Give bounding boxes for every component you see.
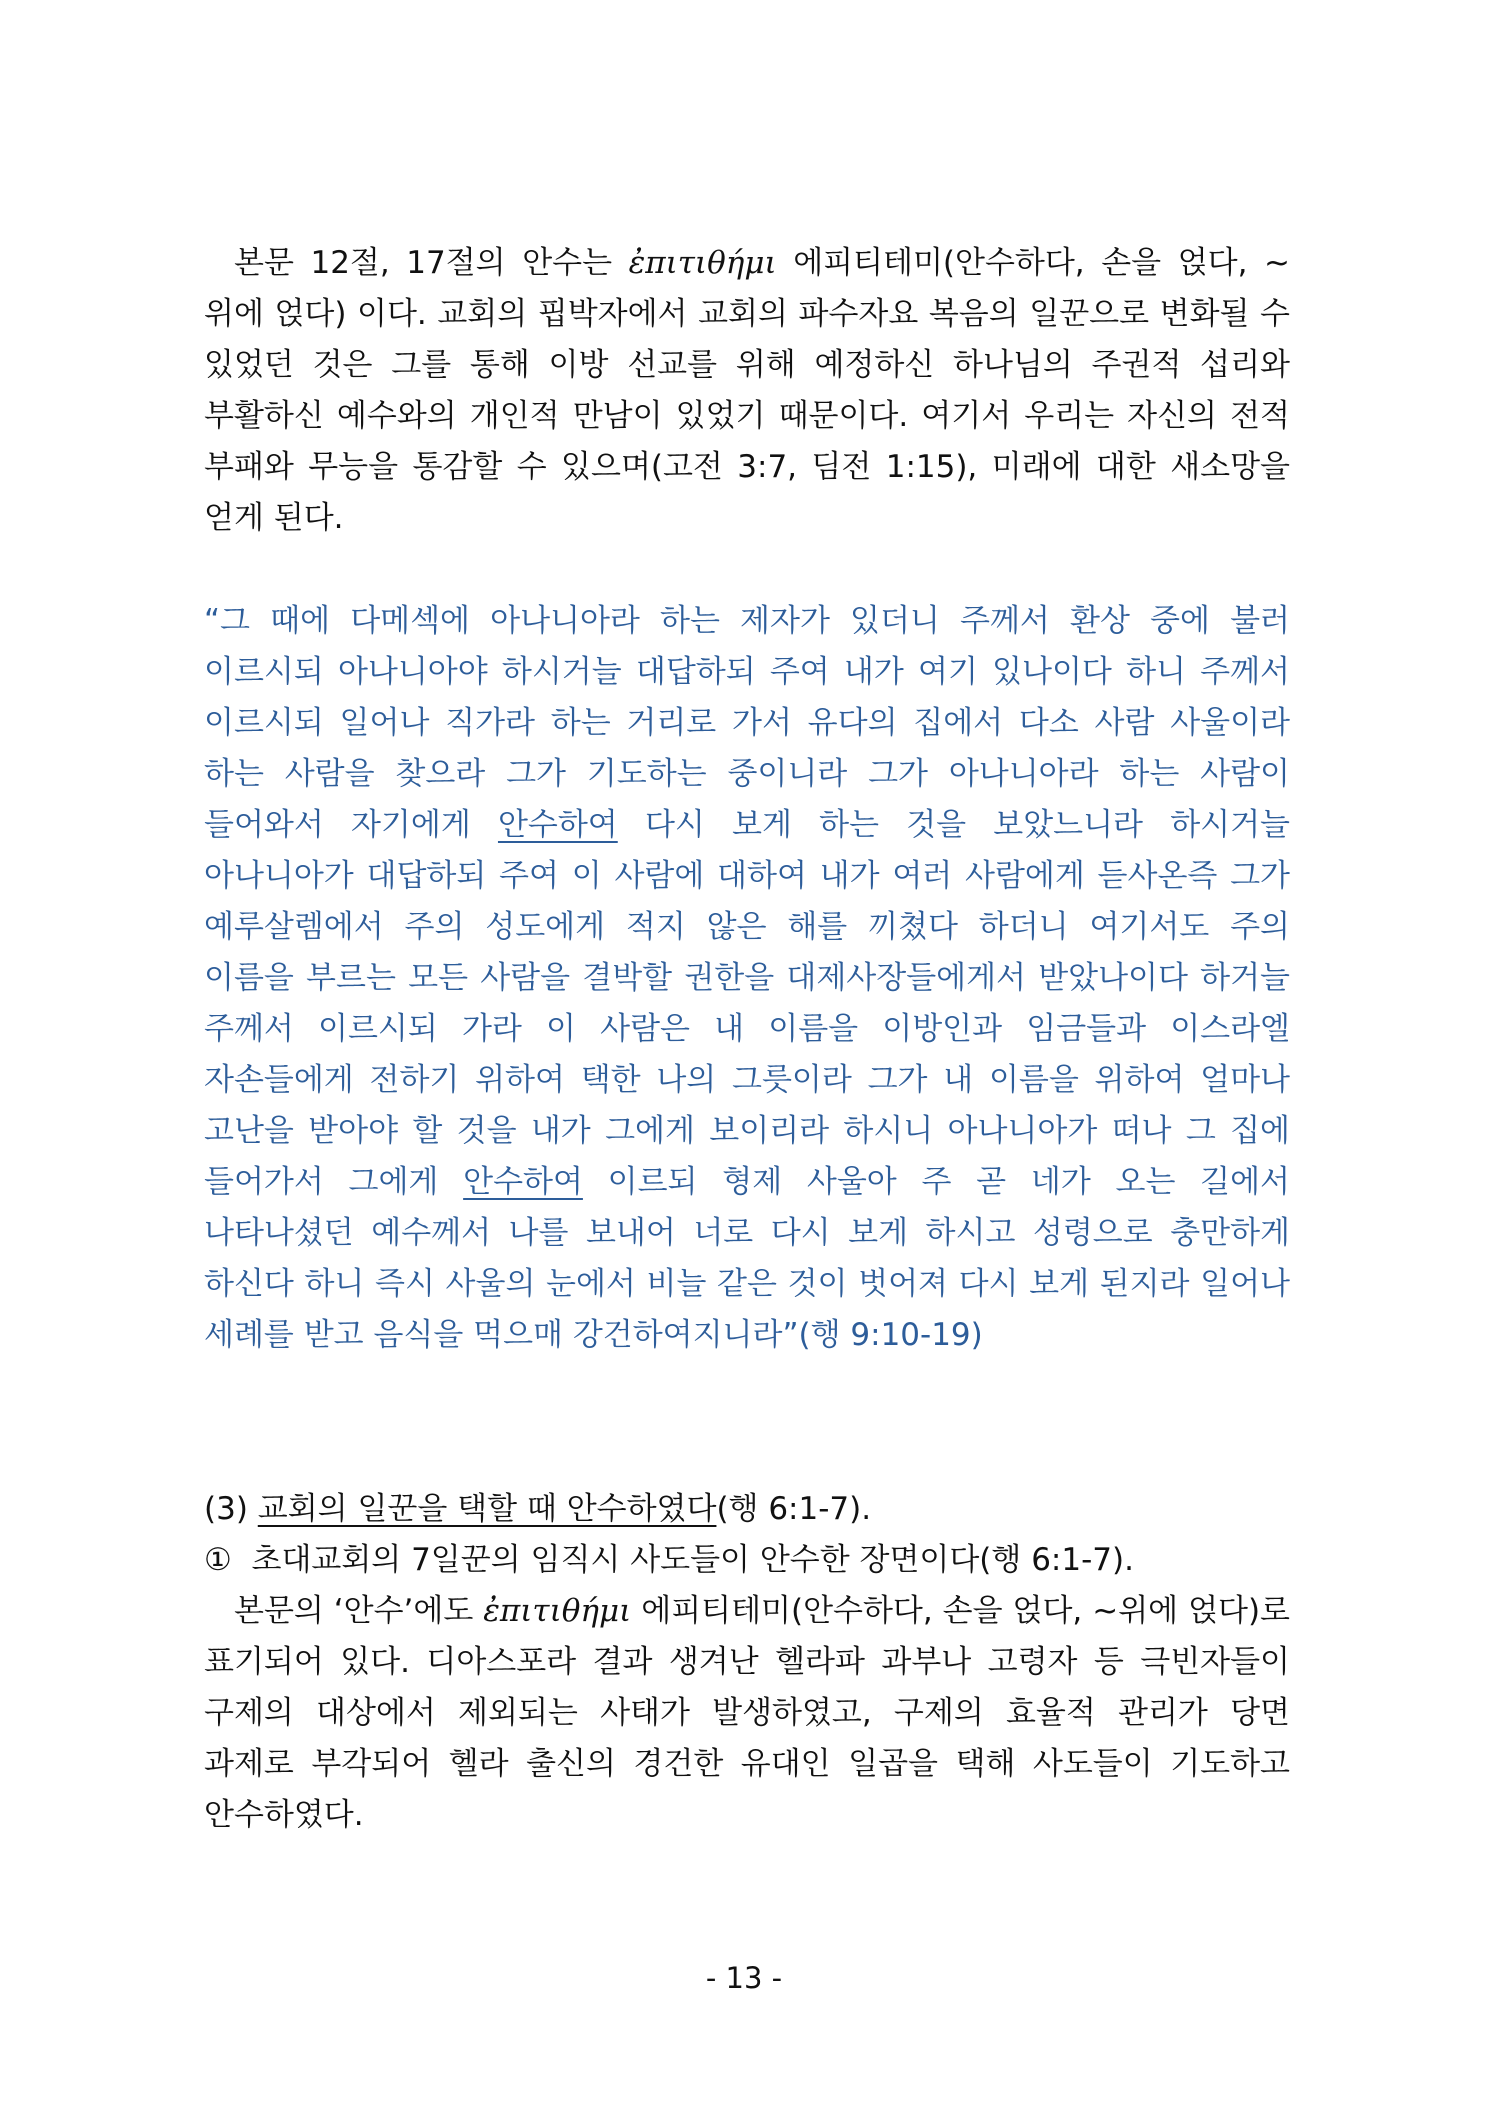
paragraph-intro [204, 238, 1290, 544]
circled-number-marker: ① [204, 1542, 232, 1578]
paragraph-intro-text-1: 본문 12절, 17절의 안수는 [234, 245, 629, 281]
section-3 [204, 1484, 1290, 1841]
section-heading-reference: (행 6:1-7). [716, 1491, 872, 1527]
list-item-text: 초대교회의 7일꾼의 임직시 사도들이 안수한 장면이다(행 6:1-7). [231, 1542, 1134, 1578]
section-paragraph-text-2: 에피티테미(안수하다, 손을 얹다, ~위에 얹다)로 표기되어 있다. 디아스포라 결과 생겨난 헬라파 과부나 고령자 등 극빈자들이 구제의 대상에서 제외되는 사태가 발생하였고, 구제의 효율적 관리가 당면 과제로 부각되어 헬라 출신의 경건한 유대인 일곱을 택해 사도들이 기도하고 안수하였다. [204, 1593, 1290, 1833]
underlined-phrase-2: 안수하여 [463, 1164, 583, 1200]
paragraph-intro-text-2: 에피티테미(안수하다, 손을 얹다, ~위에 얹다) 이다. 교회의 핍박자에서 교회의 파수자요 복음의 일꾼으로 변화될 수 있었던 것은 그를 통해 이방 선교를 위해 예정하신 하나님의 주권적 섭리와 부활하신 예수와의 개인적 만남이 있었기 때문이다. 여기서 우리는 자신의 전적 부패와 무능을 통감할 수 있으며(고전 3:7, 딤전 1:15), 미래에 대한 새소망을 얻게 된다. [204, 245, 1290, 536]
greek-word: ἐπιτιθήμι [483, 1593, 632, 1629]
section-number: (3) [204, 1491, 258, 1527]
section-heading-title: 교회의 일꾼을 택할 때 안수하였다 [257, 1491, 717, 1527]
scripture-quote-text-1: “그 때에 다메섹에 아나니아라 하는 제자가 있더니 주께서 환상 중에 불러 이르시되 아나니아야 하시거늘 대답하되 주여 내가 여기 있나이다 하니 주께서 이르시되 일어나 직가라 하는 거리로 가서 유다의 집에서 다소 사람 사울이라 하는 사람을 찾으라 그가 기도하는 중이니라 그가 아나니아라 하는 사람이 들어와서 자기에게 [204, 603, 1290, 843]
section-paragraph [204, 1586, 1290, 1841]
section-paragraph-text-1: 본문의 ‘안수’에도 [234, 1593, 484, 1629]
underlined-phrase-1: 안수하여 [497, 807, 618, 843]
page-number: - 13 - [705, 1961, 783, 1995]
greek-word: ἐπιτιθήμι [628, 245, 777, 281]
scripture-quote [204, 596, 1290, 1361]
list-item [204, 1535, 1290, 1586]
section-heading [204, 1484, 1290, 1535]
scripture-quote-text-3: 이르되 형제 사울아 주 곧 네가 오는 길에서 나타나셨던 예수께서 나를 보내어 너로 다시 보게 하시고 성령으로 충만하게 하신다 하니 즉시 사울의 눈에서 비늘 같은 것이 벗어져 다시 보게 된지라 일어나 세례를 받고 음식을 먹으매 강건하여지니라”(행 9:10-19) [204, 1164, 1290, 1353]
scripture-quote-text-2: 다시 보게 하는 것을 보았느니라 하시거늘 아나니아가 대답하되 주여 이 사람에 대하여 내가 여러 사람에게 듣사온즉 그가 예루살렘에서 주의 성도에게 적지 않은 해를 끼쳤다 하더니 여기서도 주의 이름을 부르는 모든 사람을 결박할 권한을 대제사장들에게서 받았나이다 하거늘 주께서 이르시되 가라 이 사람은 내 이름을 이방인과 임금들과 이스라엘 자손들에게 전하기 위하여 택한 나의 그릇이라 그가 내 이름을 위하여 얼마나 고난을 받아야 할 것을 내가 그에게 보이리라 하시니 아나니아가 떠나 그 집에 들어가서 그에게 [204, 807, 1290, 1200]
